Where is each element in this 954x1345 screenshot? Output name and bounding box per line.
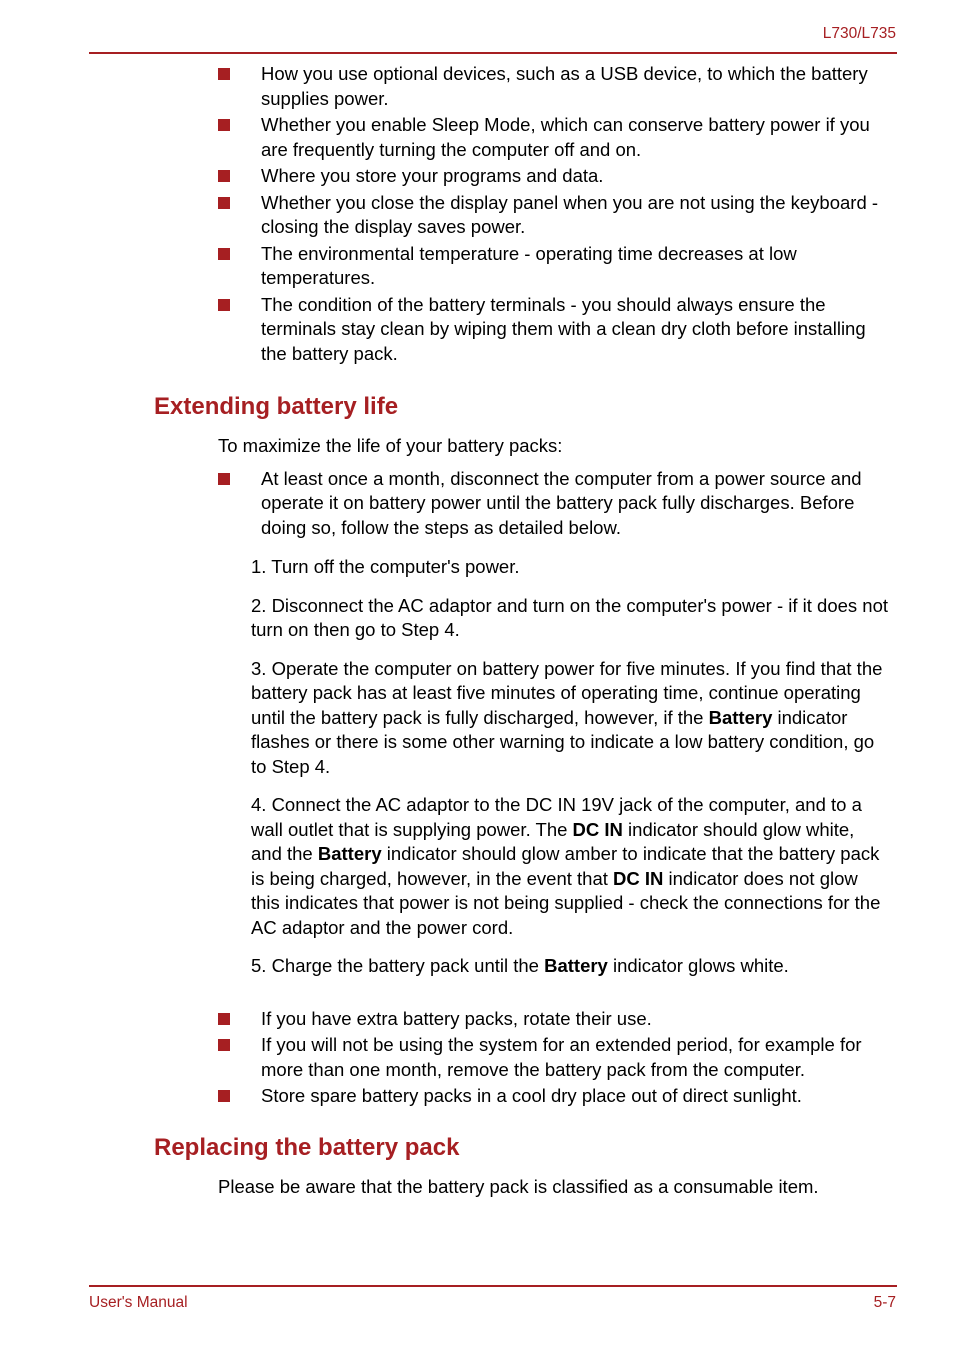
list-item: The environmental temperature - operating time decreases at low temperatures. [0, 242, 954, 291]
list-item: Whether you enable Sleep Mode, which can conserve battery power if you are frequently turning the computer off and on. [0, 113, 954, 162]
bullet-square-icon [218, 119, 230, 131]
bullet-square-icon [218, 68, 230, 80]
bullet-square-icon [218, 1090, 230, 1102]
battery-indicator-label: Battery [708, 706, 773, 728]
battery-indicator-label: Battery [317, 843, 382, 864]
header-rule [89, 52, 897, 54]
dc-in-indicator-label: DC IN [613, 867, 664, 889]
list-item: At least once a month, disconnect the computer from a power source and operate it on battery power until the battery pack fully discharges. Before doing so, follow the steps as detailed below. [0, 467, 954, 541]
list-item: The condition of the battery terminals - you should always ensure the terminals stay clean by wiping them with a clean dry cloth before installing the battery pack. [0, 293, 954, 367]
section-intro: Please be aware that the battery pack is classified as a consumable item. [218, 1175, 819, 1197]
bullet-square-icon [218, 1039, 230, 1051]
footer-rule [89, 1285, 897, 1287]
page-number: 5-7 [873, 1294, 896, 1311]
bullet-square-icon [218, 299, 230, 311]
step-1: 1. Turn off the computer's power. [251, 556, 520, 577]
page-content [0, 62, 954, 1199]
step-5: 5. Charge the battery pack until the Battery indicator glows white. [251, 955, 789, 976]
list-item: How you use optional devices, such as a USB device, to which the battery supplies power. [0, 62, 954, 111]
list-item: Whether you close the display panel when you are not using the keyboard - closing the display saves power. [0, 191, 954, 240]
bullet-list-extending [0, 467, 954, 541]
bullet-square-icon [218, 473, 230, 485]
step-2: 2. Disconnect the AC adaptor and turn on the computer's power - if it does not turn on then go to Step 4. [251, 594, 889, 640]
battery-indicator-label: Battery [544, 955, 608, 976]
bullet-list-top [0, 62, 954, 366]
section-heading-replacing: Replacing the battery pack [154, 1133, 460, 1161]
bullet-list-after-steps [0, 1007, 954, 1109]
bullet-square-icon [218, 170, 230, 182]
step-3: 3. Operate the computer on battery power for five minutes. If you find that the battery pack has at least five minutes of operating time, continue operating until the battery pack is fully discharged, however, if the Battery indicator flashes or there is some other warning to indicate a low battery condition, go to Step 4. [251, 657, 883, 777]
section-intro: To maximize the life of your battery packs: [218, 435, 563, 456]
dc-in-indicator-label: DC IN [572, 818, 623, 840]
bullet-square-icon [218, 1013, 230, 1025]
list-item: Where you store your programs and data. [0, 164, 954, 189]
step-4: 4. Connect the AC adaptor to the DC IN 19V jack of the computer, and to a wall outlet that is supplying power. The DC IN indicator should glow white, and the Battery indicator should glow amber to indicate that the battery pack is being charged, however, in the event that DC IN indicator does not glow this indicates that power is not being supplied - check the connections for the AC adaptor and the power cord. [251, 794, 881, 938]
footer-manual-title: User's Manual [89, 1294, 188, 1311]
list-item: If you will not be using the system for an extended period, for example for more than one month, remove the battery pack from the computer. [0, 1033, 954, 1082]
list-item: Store spare battery packs in a cool dry place out of direct sunlight. [0, 1084, 954, 1109]
header-model: L730/L735 [822, 25, 896, 42]
bullet-square-icon [218, 248, 230, 260]
section-heading-extending: Extending battery life [154, 393, 399, 420]
list-item: If you have extra battery packs, rotate their use. [0, 1007, 954, 1032]
bullet-square-icon [218, 197, 230, 209]
